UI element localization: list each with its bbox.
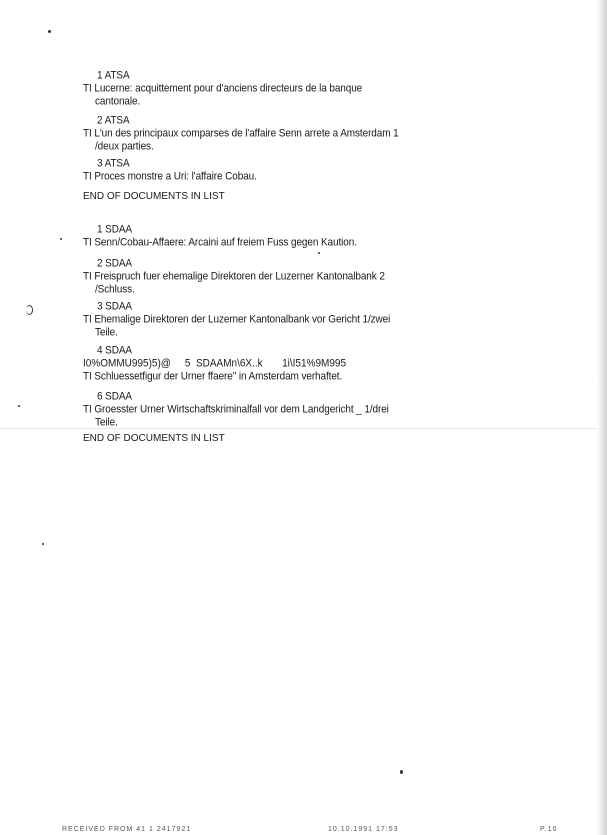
scan-edge-shadow (597, 0, 607, 835)
scan-speck (400, 770, 403, 774)
end-of-list-1: END OF DOCUMENTS IN LIST (83, 191, 225, 202)
entry-title: TI Groesster Urner Wirtschaftskriminalfall vor dem Landgericht _ 1/drei (83, 403, 389, 416)
atsa-entry-1 (83, 70, 362, 109)
entry-number: 1 SDAA (97, 224, 132, 236)
entry-title: TI Proces monstre a Uri: l'affaire Cobau. (83, 170, 257, 183)
scan-speck (60, 238, 62, 240)
sdaa-entry-3 (83, 301, 390, 340)
sdaa-entry-6 (83, 391, 389, 430)
scan-speck (18, 405, 20, 407)
entry-title: TI Schluessetfigur der Urner ffaere" in Amsterdam verhaftet. (83, 370, 343, 383)
entry-title-continuation: /Schluss. (95, 283, 135, 296)
atsa-entry-3 (83, 158, 257, 184)
entry-title-continuation: Teile. (95, 416, 118, 429)
atsa-entry-2 (83, 115, 399, 154)
fax-page-number: P.10 (540, 826, 558, 833)
entry-title-continuation: /deux parties. (95, 140, 154, 153)
scan-speck (42, 543, 44, 545)
entry-title-continuation: Teile. (95, 326, 118, 339)
garbled-transmission-line: I0%OMMU995)5)@ 5 SDAAMn\6X..k 1i\I51%9M995 (83, 357, 347, 370)
fax-received-from: RECEIVED FROM 41 1 2417921 (62, 826, 192, 833)
entry-title: TI L'un des principaux comparses de l'affaire Senn arrete a Amsterdam 1 (83, 127, 399, 140)
entry-number: 2 ATSA (97, 115, 130, 127)
entry-number: 3 ATSA (97, 158, 130, 170)
entry-number: 2 SDAA (97, 258, 132, 270)
entry-title: TI Ehemalige Direktoren der Luzerner Kantonalbank vor Gericht 1/zwei (83, 313, 391, 326)
entry-title: TI Freispruch fuer ehemalige Direktoren der Luzerner Kantonalbank 2 (83, 270, 385, 283)
fax-timestamp: 10.10.1991 17:53 (328, 826, 399, 833)
entry-title: TI Senn/Cobau-Affaere: Arcaini auf freiem Fuss gegen Kaution. (83, 236, 357, 249)
entry-number: 1 ATSA (97, 70, 130, 82)
scan-speck (48, 30, 51, 33)
sdaa-entry-4 (83, 345, 346, 384)
entry-title-continuation: cantonale. (95, 95, 141, 108)
scan-speck (318, 252, 320, 254)
entry-number: 4 SDAA (97, 345, 132, 357)
entry-number: 6 SDAA (97, 391, 132, 403)
sdaa-entry-2 (83, 258, 385, 297)
sdaa-entry-1 (83, 224, 357, 250)
entry-number: 3 SDAA (97, 301, 132, 313)
end-of-list-2: END OF DOCUMENTS IN LIST (83, 433, 225, 444)
scan-speck (26, 305, 33, 315)
entry-title: TI Lucerne: acquittement pour d'anciens directeurs de la banque (83, 82, 363, 95)
